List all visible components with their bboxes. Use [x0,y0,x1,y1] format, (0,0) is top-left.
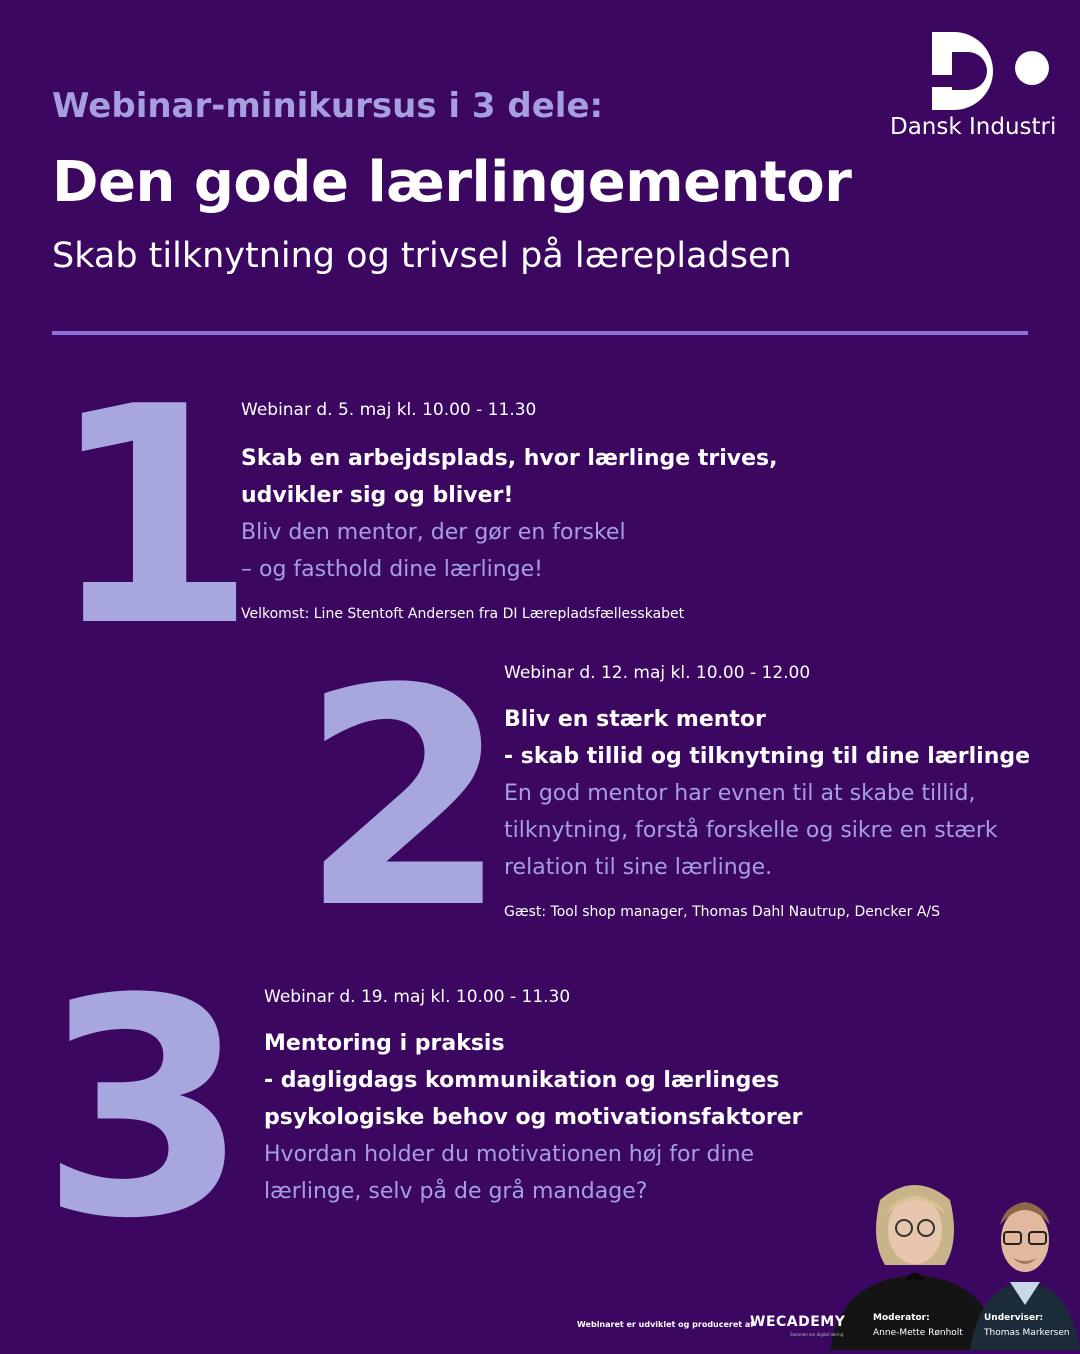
webinar-number-2: 2 [300,625,509,974]
dansk-industri-logo [890,30,1057,142]
webinar-heading-line: psykologiske behov og motivationsfaktorer [264,1105,803,1130]
logo-text: Dansk Industri [890,114,1057,140]
webinar-description-line: En god mentor har evnen til at skabe tillid, [504,781,976,806]
footer-credit: Webinaret er udviklet og produceret af [577,1320,754,1329]
webinar-note: Velkomst: Line Stentoft Andersen fra DI Lærepladsfællesskabet [241,606,685,622]
webinar-description-line: Bliv den mentor, der gør en forskel [241,520,626,545]
webinar-heading-line: Skab en arbejdsplads, hvor lærlinge trives, [241,446,778,471]
webinar-description-line: lærlinge, selv på de grå mandage? [264,1179,648,1204]
presenters-image [820,1170,1080,1350]
webinar-heading-line: Mentoring i praksis [264,1031,505,1056]
teacher-name: Thomas Markersen [984,1328,1070,1338]
webinar-description-line: tilknytning, forstå forskelle og sikre en stærk [504,818,998,843]
webinar-heading-line: Bliv en stærk mentor [504,707,766,732]
teacher-label: Underviser: [984,1313,1044,1323]
wecademy-logo: WECADEMY [750,1314,846,1330]
webinar-heading-line: - dagligdags kommunikation og lærlinges [264,1068,780,1093]
webinar-1-block [241,400,777,622]
tagline: Skab tilknytning og trivsel på lærepladsen [52,236,792,276]
webinar-description-line: relation til sine lærlinge. [504,855,773,880]
webinar-description-line: – og fasthold dine lærlinge! [241,557,543,582]
moderator-name: Anne-Mette Rønholt [873,1328,963,1338]
moderator-label: Moderator: [873,1313,930,1323]
webinar-date: Webinar d. 5. maj kl. 10.00 - 11.30 [241,400,537,420]
header-divider [52,331,1028,335]
presenter-photos [820,1170,1080,1350]
webinar-description-line: Hvordan holder du motivationen høj for dine [264,1142,755,1167]
webinar-note: Gæst: Tool shop manager, Thomas Dahl Nautrup, Dencker A/S [504,904,941,920]
dansk-industri-logo-icon [890,30,1050,110]
webinar-date: Webinar d. 19. maj kl. 10.00 - 11.30 [264,987,571,1007]
series-label: Webinar-minikursus i 3 dele: [52,86,604,126]
webinar-3-block [264,987,802,1210]
webinar-2-block [504,663,1030,920]
page-title: Den gode lærlingementor [52,150,852,215]
webinar-number-3: 3 [40,935,249,1284]
webinar-heading-line: udvikler sig og bliver! [241,483,514,508]
webinar-heading-line: - skab tillid og tilknytning til dine lærlinge [504,744,1031,769]
wecademy-tagline: Sammen om digital læring [790,1332,844,1337]
webinar-number-1: 1 [48,343,257,692]
webinar-date: Webinar d. 12. maj kl. 10.00 - 12.00 [504,663,811,683]
